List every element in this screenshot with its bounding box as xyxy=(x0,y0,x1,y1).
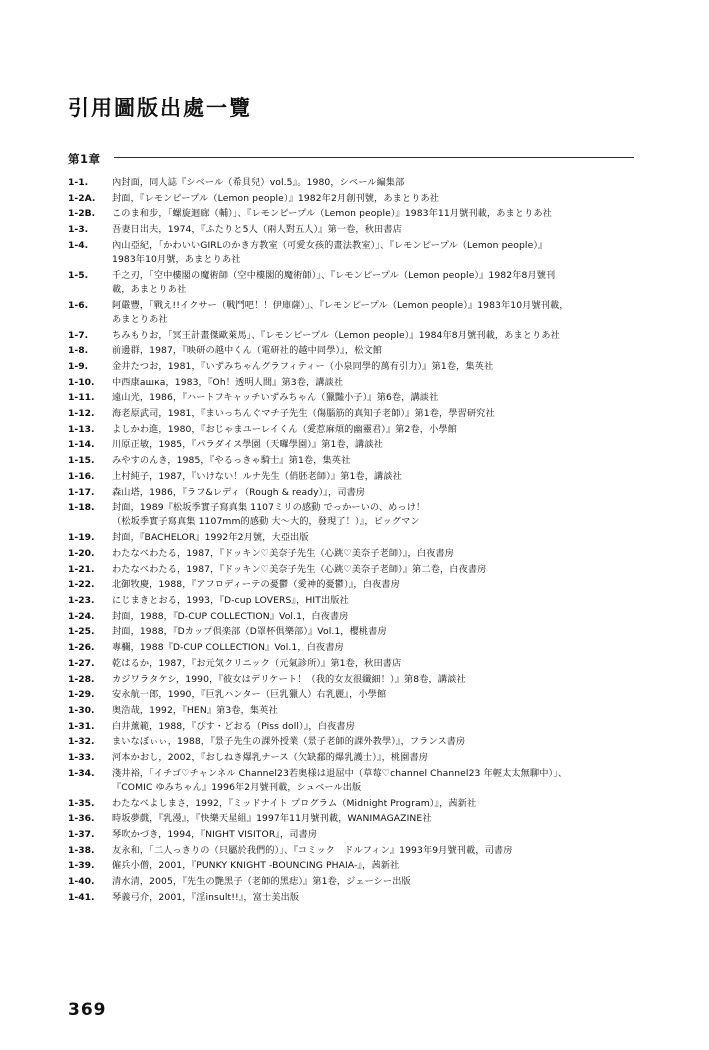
citation-number: 1-20. xyxy=(68,547,95,559)
citation-entry xyxy=(68,391,648,405)
citation-entry xyxy=(68,828,648,842)
citation-text xyxy=(112,767,648,795)
citation-number: 1-10. xyxy=(68,376,95,388)
citation-line: 吾妻日出夫，1974，『ふたりと5人（兩人對五人）』第一卷，秋田書店 xyxy=(112,224,402,236)
page-title: 引用圖版出處一覽 xyxy=(68,96,252,120)
citation-entry xyxy=(68,657,648,671)
citation-text xyxy=(112,470,648,484)
citation-line: 載，あまとりあ社 xyxy=(112,283,187,295)
citation-number: 1-23. xyxy=(68,594,95,606)
citation-line: 阿嚴豐，「戰え!!イクサー（戰鬥吧！！伊庫薩）」、『レモンピープル（Lemon people）』1983年10月號刊載， xyxy=(112,299,569,311)
citation-number: 1-4. xyxy=(68,239,89,251)
citation-number: 1-24. xyxy=(68,610,95,622)
citation-line: にじまきとおる，1993，『D-cup LOVERS』，HIT出版社 xyxy=(112,594,349,606)
citation-text xyxy=(112,207,648,221)
chapter-rule xyxy=(114,157,634,158)
citation-entry xyxy=(68,360,648,374)
citation-text xyxy=(112,360,648,374)
citation-number: 1-21. xyxy=(68,563,95,575)
citation-entry xyxy=(68,751,648,765)
citation-line: 封面，『レモンピープル（Lemon people）』1982年2月創刊號，あまとりあ社 xyxy=(112,192,440,204)
citation-text xyxy=(112,299,648,327)
citation-line: ちみもりお，「冥王計畫傑歐萊馬」、『レモンピープル（Lemon people）』1984年8月號刊載，あまとりあ社 xyxy=(112,329,560,341)
citation-text xyxy=(112,578,648,592)
citation-entry xyxy=(68,720,648,734)
citation-text xyxy=(112,423,648,437)
citation-entry xyxy=(68,531,648,545)
citation-line: わたなべわたる，1987，『ドッキン♡美奈子先生（心跳♡美奈子老師）』第二卷，白夜書房 xyxy=(112,563,487,575)
citation-text xyxy=(112,501,648,529)
citation-text xyxy=(112,391,648,405)
citation-text xyxy=(112,720,648,734)
citation-number: 1-36. xyxy=(68,813,95,825)
citation-line: 遠山光，1986，『ハートフキャッチいずみちゃん（獵豔小子）』第6卷，講談社 xyxy=(112,392,439,404)
citation-text xyxy=(112,673,648,687)
citation-line: カジワラタケシ，1990，『彼女はデリケート！（我的女友很纖細！）』第8卷，講談社 xyxy=(112,673,466,685)
citation-text xyxy=(112,735,648,749)
citation-text xyxy=(112,239,648,267)
citation-entry xyxy=(68,735,648,749)
citation-text xyxy=(112,531,648,545)
citation-line: 千之刃，「空中樓閣の魔術師（空中樓閣的魔術師）」、『レモンピープル（Lemon people）』1982年8月號刊 xyxy=(112,269,556,281)
citation-line: よしかわ進，1980，『おじゃまユーレイくん（愛惹麻煩的幽靈君）』第2卷，小學館 xyxy=(112,423,457,435)
citation-entry xyxy=(68,578,648,592)
citation-line: 時坂夢戲，『乳漫』，『快樂天星組』1997年11月號刊載，WANIMAGAZINE社 xyxy=(112,813,432,825)
citation-number: 1-37. xyxy=(68,829,95,841)
citation-line: 川原正敏，1985，『パラダイス學園（天囉學園）』第1卷，講談社 xyxy=(112,439,383,451)
citation-number: 1-38. xyxy=(68,844,95,856)
citation-number: 1-33. xyxy=(68,752,95,764)
citation-line: 海老原武司，1981，『まいっちんぐマチ子先生（傷腦筋的真知子老師）』第1卷，學習研究社 xyxy=(112,408,495,420)
citation-line: 前邊群，1987，『映研の越中くん（電研社的越中同學）』，松文館 xyxy=(112,345,383,357)
citation-line: 封面，1988，『Dカップ倶楽部（D罩杯俱樂部）』Vol.1，櫻桃書房 xyxy=(112,626,387,638)
citation-line: 封面，『BACHELOR』1992年2月號，大亞出版 xyxy=(112,532,309,544)
citation-entry xyxy=(68,423,648,437)
citation-entry xyxy=(68,610,648,624)
citation-number: 1-5. xyxy=(68,269,89,281)
citation-number: 1-3. xyxy=(68,224,89,236)
citation-text xyxy=(112,704,648,718)
citation-entry xyxy=(68,625,648,639)
citation-line: 乾はるか，1987，『お元気クリニック（元氣診所）』第1卷，秋田書店 xyxy=(112,657,402,669)
citation-line: わたなべよしまさ，1992，『ミッドナイト プログラム（Midnight Program）』，茜新社 xyxy=(112,797,477,809)
citation-number: 1-29. xyxy=(68,689,95,701)
citation-number: 1-16. xyxy=(68,470,95,482)
citation-line: 內封面，同人誌『シベール（希貝兒）vol.5』。1980，シベール編集部 xyxy=(112,177,405,188)
citation-number: 1-32. xyxy=(68,736,95,748)
citation-number: 1-26. xyxy=(68,642,95,654)
citation-text xyxy=(112,844,648,858)
citation-text xyxy=(112,486,648,500)
citation-text xyxy=(112,875,648,889)
citation-line: 僱兵小僧，2001，『PUNKY KNIGHT -BOUNCING PHAIA-』，茜新社 xyxy=(112,860,400,872)
citation-entry xyxy=(68,269,648,297)
citation-number: 1-13. xyxy=(68,423,95,435)
citation-text xyxy=(112,859,648,873)
citation-text xyxy=(112,751,648,765)
citation-text xyxy=(112,344,648,358)
citation-line: 1983年10月號，あまとりあ社 xyxy=(112,254,241,266)
citation-number: 1-17. xyxy=(68,486,95,498)
citation-line: 琴吹かづき，1994，『NIGHT VISITOR』，司書房 xyxy=(112,829,318,841)
citation-entry xyxy=(68,329,648,343)
citation-line: 專欄，1988『D-CUP COLLECTION』Vol.1，白夜書房 xyxy=(112,642,344,654)
citation-text xyxy=(112,454,648,468)
citation-line: 上村純子，1987，『いけない！ルナ先生（俏胚老師）』第1卷，講談社 xyxy=(112,470,402,482)
citation-entry xyxy=(68,470,648,484)
citation-number: 1-2A. xyxy=(68,192,96,204)
citation-number: 1-15. xyxy=(68,455,95,467)
citation-number: 1-27. xyxy=(68,657,95,669)
citation-list xyxy=(68,176,648,907)
citation-entry xyxy=(68,223,648,237)
citation-entry xyxy=(68,501,648,529)
page-number: 369 xyxy=(68,1000,107,1020)
citation-entry xyxy=(68,438,648,452)
citation-text xyxy=(112,176,648,190)
citation-entry xyxy=(68,594,648,608)
citation-number: 1-7. xyxy=(68,329,89,341)
citation-text xyxy=(112,563,648,577)
citation-number: 1-1. xyxy=(68,177,89,188)
citation-text xyxy=(112,657,648,671)
citation-text xyxy=(112,625,648,639)
citation-line: 中西康ашка，1983，『Oh！透明人間』第3卷，講談社 xyxy=(112,376,344,388)
citation-text xyxy=(112,407,648,421)
citation-text xyxy=(112,438,648,452)
citation-entry xyxy=(68,299,648,327)
citation-text xyxy=(112,610,648,624)
citation-entry xyxy=(68,859,648,873)
chapter-heading xyxy=(68,148,641,166)
citation-entry xyxy=(68,875,648,889)
citation-entry xyxy=(68,767,648,795)
citation-number: 1-22. xyxy=(68,579,95,591)
citation-number: 1-41. xyxy=(68,891,95,903)
citation-text xyxy=(112,828,648,842)
citation-line: 封面，1988，『D-CUP COLLECTION』Vol.1，白夜書房 xyxy=(112,610,349,622)
citation-line: 內山亞紀，「かわいいGIRLのかき方教室（可愛女孩的畫法教室）」、『レモンピープル（Lemon people）』 xyxy=(112,239,548,251)
citation-line: 森山塔，1986，『ラフ&レディ（Rough & ready）』，司書房 xyxy=(112,486,366,498)
citation-line: あまとりあ社 xyxy=(112,313,168,325)
citation-line: 白井薰範，1988，『ぴす・どおる（Piss doll）』，白夜書房 xyxy=(112,720,355,732)
citation-entry xyxy=(68,641,648,655)
citation-line: 清水清，2005，『先生の艷黑子（老師的黑痣）』第1卷，ジェーシー出版 xyxy=(112,876,411,888)
citation-number: 1-18. xyxy=(68,502,95,514)
citation-text xyxy=(112,812,648,826)
citation-entry xyxy=(68,844,648,858)
citation-line: みやすのんき，1985，『やるっきゃ騎士』第1卷，集英社 xyxy=(112,455,351,467)
citation-line: 安永航一郎，1990，『巨乳ハンター（巨乳獵人）右乳麗』，小學館 xyxy=(112,689,387,701)
citation-text xyxy=(112,376,648,390)
citation-number: 1-31. xyxy=(68,720,95,732)
citation-line: まいなぼぃぃ，1988，『景子先生の課外授業（景子老師的課外教學）』，フランス書房 xyxy=(112,736,466,748)
citation-line: 北御牧慶，1988，『アフロディーテの憂鬱（愛神的憂鬱）』，白夜書房 xyxy=(112,579,400,591)
citation-number: 1-9. xyxy=(68,360,89,372)
citation-entry xyxy=(68,797,648,811)
citation-number: 1-11. xyxy=(68,392,95,404)
citation-number: 1-12. xyxy=(68,408,95,420)
citation-number: 1-2B. xyxy=(68,208,96,220)
citation-entry xyxy=(68,376,648,390)
citation-line: 奥浩哉，1992，『HEN』第3卷，集英社 xyxy=(112,704,278,716)
citation-number: 1-34. xyxy=(68,767,95,779)
citation-number: 1-28. xyxy=(68,673,95,685)
citation-text xyxy=(112,641,648,655)
citation-entry xyxy=(68,486,648,500)
citation-entry xyxy=(68,812,648,826)
citation-number: 1-14. xyxy=(68,439,95,451)
citation-entry xyxy=(68,239,648,267)
citation-number: 1-19. xyxy=(68,532,95,544)
citation-number: 1-30. xyxy=(68,704,95,716)
citation-entry xyxy=(68,688,648,702)
citation-text xyxy=(112,547,648,561)
citation-line: 『COMIC ゆみちゃん』1996年2月號刊載，シュベール出版 xyxy=(112,781,362,793)
citation-number: 1-39. xyxy=(68,860,95,872)
citation-line: わたなべわたる，1987，『ドッキン♡美奈子先生（心跳♡美奈子老師）』，白夜書房 xyxy=(112,547,454,559)
citation-entry xyxy=(68,176,648,190)
citation-entry xyxy=(68,563,648,577)
citation-entry xyxy=(68,704,648,718)
citation-text xyxy=(112,594,648,608)
citation-entry xyxy=(68,207,648,221)
citation-entry xyxy=(68,407,648,421)
citation-entry xyxy=(68,192,648,206)
citation-text xyxy=(112,223,648,237)
chapter-label: 第1章 xyxy=(68,151,101,166)
citation-number: 1-25. xyxy=(68,626,95,638)
citation-line: （松坂季實子寫真集 1107mm的感動 大～大的，發現了！）』，ビッグマン xyxy=(112,516,420,528)
citation-text xyxy=(112,891,648,905)
citation-entry xyxy=(68,891,648,905)
citation-text xyxy=(112,797,648,811)
citation-entry xyxy=(68,344,648,358)
citation-text xyxy=(112,192,648,206)
citation-number: 1-40. xyxy=(68,876,95,888)
citation-text xyxy=(112,269,648,297)
citation-entry xyxy=(68,547,648,561)
citation-number: 1-35. xyxy=(68,797,95,809)
citation-text xyxy=(112,329,648,343)
citation-number: 1-6. xyxy=(68,299,89,311)
citation-line: 淺井裕，「イチゴ♡チャンネル Channel23若奥様は退屈中（草莓♡channel Channel23 年輕太太無聊中）」、 xyxy=(112,767,568,779)
citation-line: 河本かおし，2002，『おしねき爆乳ナース（欠缺鄱的爆乳護士）』，桃園書房 xyxy=(112,752,429,764)
citation-entry xyxy=(68,673,648,687)
citation-entry xyxy=(68,454,648,468)
citation-number: 1-8. xyxy=(68,345,89,357)
citation-line: 封面，1989『松坂季實子寫真集 1107ミリの感動 でっかーいの、めっけ！ xyxy=(112,502,426,514)
citation-text xyxy=(112,688,648,702)
citation-line: 琴義弓介，2001，『淫insult!!』，富士美出版 xyxy=(112,891,300,903)
citation-line: 金井たつお，1981，『いずみちゃんグラフィティー（小泉同學的萬有引力）』第1卷，集英社 xyxy=(112,360,494,372)
citation-line: 友永和，「二人っきりの（只屬於我們的）」、『コミック ドルフィン』1993年9月號刊載，司書房 xyxy=(112,844,513,856)
citation-line: このま和步，「螺旋迴廊（輔）」、『レモンピープル（Lemon people）』1983年11月號刊載，あまとりあ社 xyxy=(112,208,552,220)
